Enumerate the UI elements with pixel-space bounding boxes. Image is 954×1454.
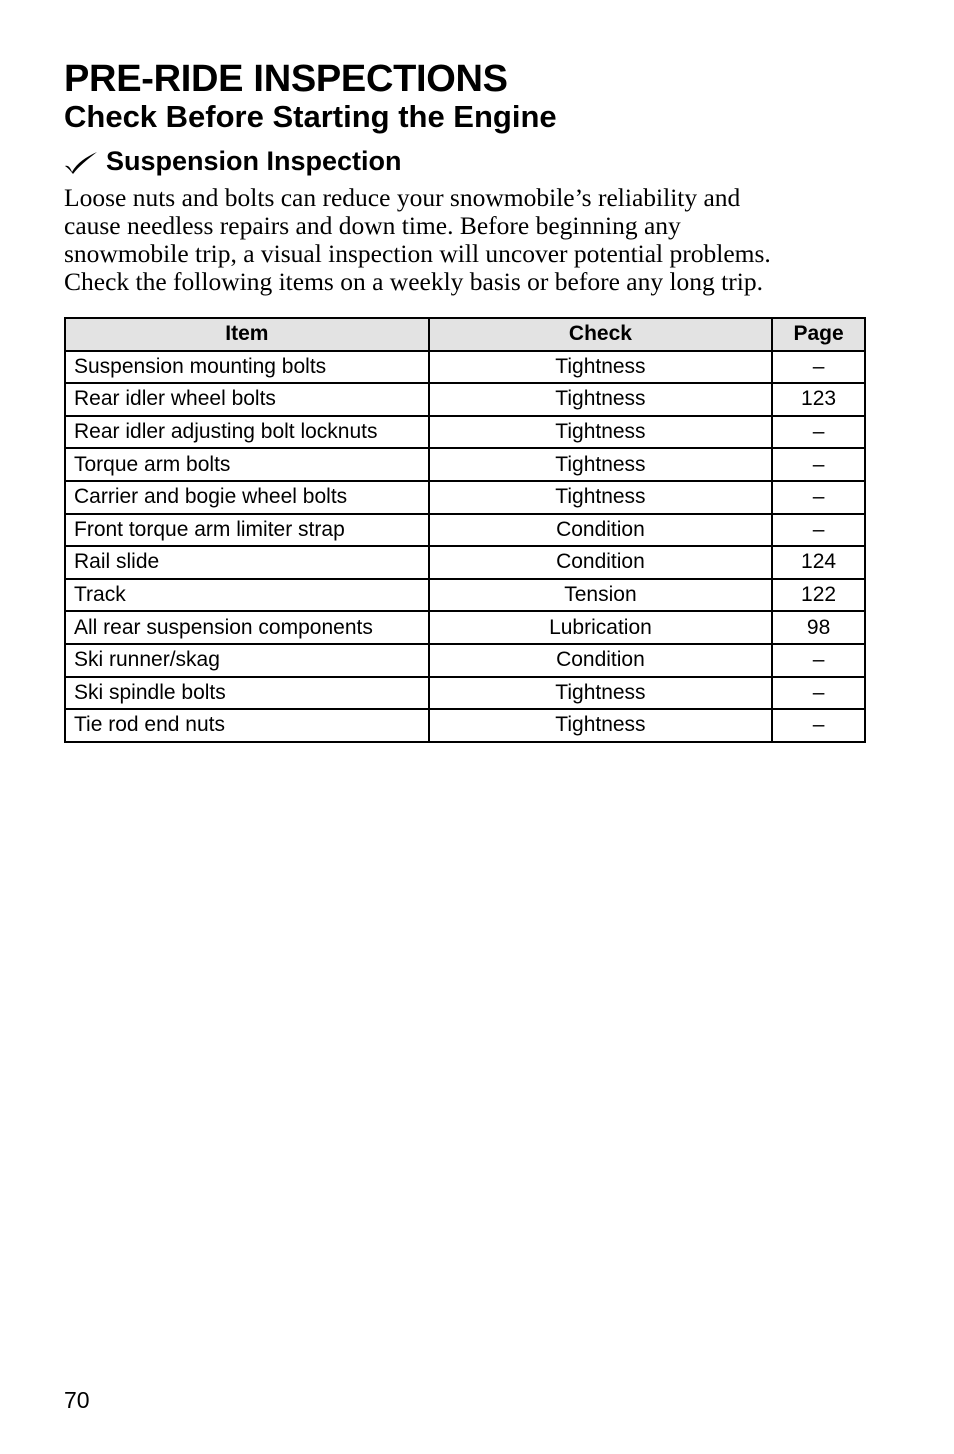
table-row [65,514,865,547]
column-header-item: Item [65,318,429,351]
check-cell: Condition [429,546,772,579]
table-row [65,481,865,514]
page-cell: – [772,644,865,677]
page-cell: 123 [772,383,865,416]
page-cell: – [772,514,865,547]
intro-line: Check the following items on a weekly basis or before any long trip. [64,267,763,296]
check-cell: Tightness [429,351,772,384]
table-row [65,644,865,677]
check-cell: Tension [429,579,772,612]
page-title: PRE-RIDE INSPECTIONS [64,58,508,100]
page-cell: – [772,677,865,710]
page-cell: 122 [772,579,865,612]
check-cell: Condition [429,514,772,547]
item-cell: Rail slide [65,546,429,579]
intro-paragraph [64,184,864,296]
check-cell: Lubrication [429,611,772,644]
section-title: Check Before Starting the Engine [64,99,557,134]
subsection-heading [64,144,402,178]
item-cell: All rear suspension components [65,611,429,644]
page-cell: – [772,481,865,514]
table-header-row [65,318,865,351]
item-cell: Front torque arm limiter strap [65,514,429,547]
table-row [65,351,865,384]
page-cell: – [772,351,865,384]
item-cell: Rear idler adjusting bolt locknuts [65,416,429,449]
inspection-table [64,317,866,743]
table-row [65,416,865,449]
column-header-check: Check [429,318,772,351]
page-cell: – [772,448,865,481]
item-cell: Carrier and bogie wheel bolts [65,481,429,514]
column-header-page: Page [772,318,865,351]
check-cell: Tightness [429,383,772,416]
table-row [65,383,865,416]
item-cell: Torque arm bolts [65,448,429,481]
item-cell: Ski runner/skag [65,644,429,677]
check-cell: Tightness [429,677,772,710]
item-cell: Track [65,579,429,612]
check-cell: Tightness [429,481,772,514]
item-cell: Suspension mounting bolts [65,351,429,384]
table-row [65,677,865,710]
item-cell: Rear idler wheel bolts [65,383,429,416]
intro-line: Loose nuts and bolts can reduce your snowmobile’s reliability and [64,183,741,212]
check-cell: Tightness [429,448,772,481]
check-cell: Condition [429,644,772,677]
intro-line: cause needless repairs and down time. Before beginning any [64,211,681,240]
page-cell: – [772,709,865,742]
page-cell: 98 [772,611,865,644]
table-row [65,611,865,644]
check-cell: Tightness [429,709,772,742]
table-row [65,546,865,579]
check-cell: Tightness [429,416,772,449]
table-row [65,579,865,612]
subsection-label: Suspension Inspection [106,146,402,176]
page-number: 70 [64,1387,90,1413]
intro-line: snowmobile trip, a visual inspection will uncover potential problems. [64,239,771,268]
item-cell: Ski spindle bolts [65,677,429,710]
page-cell: 124 [772,546,865,579]
table-row [65,709,865,742]
checkmark-icon [64,149,98,173]
item-cell: Tie rod end nuts [65,709,429,742]
page-cell: – [772,416,865,449]
table-row [65,448,865,481]
